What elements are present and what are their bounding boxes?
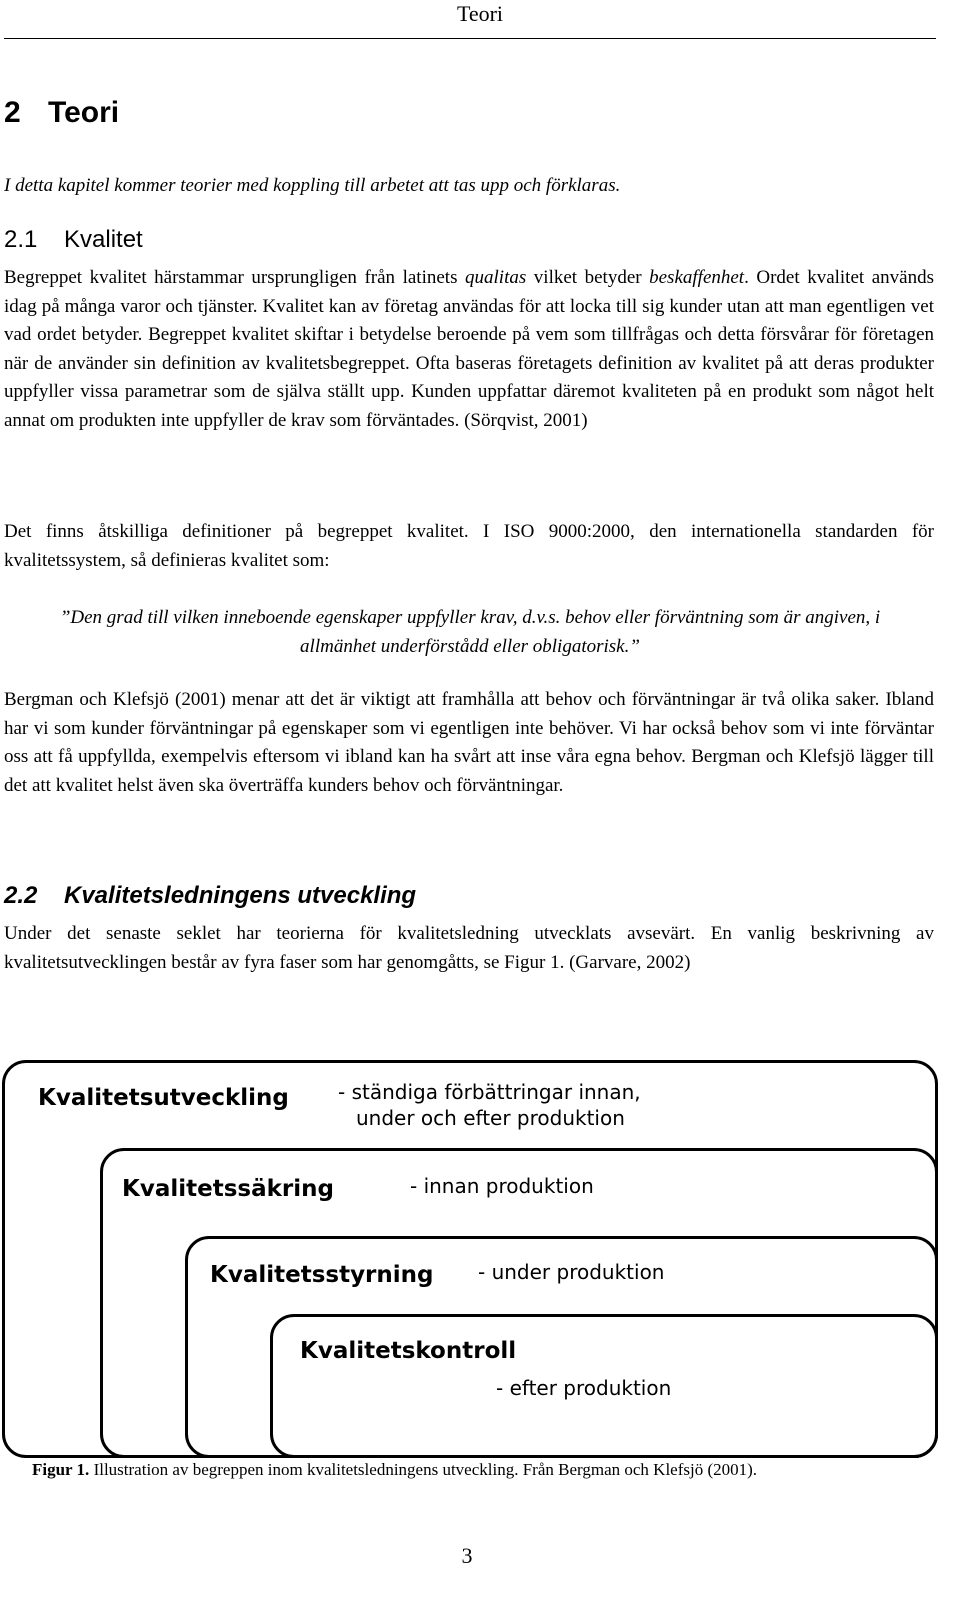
section-2-1-paragraph-3: Bergman och Klefsjö (2001) menar att det är viktigt att framhålla att behov och förväntningar är två olika saker. Ibland har vi som kunder förväntningar på egenskaper som vi egentligen inte behöver. Vi har också behov som vi inte förväntar oss att få uppfyllda, exempelvis eftersom vi ibland kan ha svårt att inse våra egna behov. Bergman och Klefsjö lägger till det att kvalitet helst även ska överträffa kunders behov och förväntningar. [4,689,934,796]
section-2-2-number: 2.2 [4,882,38,909]
caption-label: Figur 1. [32,1460,90,1479]
caption-text: Illustration av begreppen inom kvalitetsledningens utveckling. Från Bergman och Klefsjö (2001). [89,1460,758,1479]
paragraph-text: . Ordet kvalitet används idag på många varor och tjänster. Kvalitet kan av företag användas för att locka till sig kunder utan att man egentligen vet vad ordet betyder. Begreppet kvalitet skiftar i betydelse beroende på vem som tillfrågas och detta försvårar för företagen när de använder sin definition av kvalitetsbegreppet. Ofta baseras företagets definition av kvalitet på att deras produkter uppfyller vissa parametrar som de själva ställt upp. Kunden uppfattar däremot kvaliteten på en produkt som något helt annat om produkten inte uppfyller de krav som förväntades. (Sörqvist, 2001) [4,267,934,431]
section-2-2-paragraph-1: Under det senaste seklet har teorierna för kvalitetsledning utvecklats avsevärt. En vanlig beskrivning av kvalitetsutvecklingen består av fyra faser som har genomgåtts, se Figur 1. (Garvare, 2002) [4,923,934,973]
iso-definition-quote: ”Den grad till vilken inneboende egenskaper uppfyller krav, d.v.s. behov eller förväntning som är angiven, i allmänhet underförstådd eller obligatorisk.” [59,607,881,657]
running-header: Teori [456,1,504,26]
phase-description: - under produktion [478,1260,665,1284]
section-2-1-paragraph-1 [4,264,934,436]
chapter-heading [4,93,119,133]
chapter-title: Teori [48,96,120,129]
section-2-2-title: Kvalitetsledningens utveckling [64,882,417,909]
phase-description: - ständiga förbättringar innan, [338,1080,641,1104]
paragraph-text: Begreppet kvalitet härstammar ursprungligen från latinets [4,267,466,288]
phase-description: - innan produktion [410,1174,594,1198]
section-2-2-heading [4,880,416,912]
chapter-intro: I detta kapitel kommer teorier med koppling till arbetet att tas upp och förklaras. [4,175,621,196]
italic-term-beskaffenhet: beskaffenhet [649,267,745,288]
phase-description-line-2: under och efter produktion [356,1106,625,1130]
italic-term-qualitas: qualitas [465,267,527,288]
figure-quality-phases [0,1050,942,1460]
paragraph-text: vilket betyder [526,267,650,288]
phase-description: - efter produktion [496,1376,672,1400]
phase-title: Kvalitetskontroll [300,1338,517,1364]
figure-caption [32,1458,932,1482]
section-2-1-number: 2.1 [4,226,38,253]
page-number: 3 [461,1543,473,1568]
section-2-1-paragraph-2: Det finns åtskilliga definitioner på begreppet kvalitet. I ISO 9000:2000, den internationella standarden för kvalitetssystem, så definieras kvalitet som: [4,521,934,571]
phase-title: Kvalitetsstyrning [210,1262,434,1288]
phase-title: Kvalitetssäkring [122,1176,334,1202]
section-2-1-title: Kvalitet [64,226,143,253]
chapter-number: 2 [4,96,21,129]
phase-title: Kvalitetsutveckling [38,1085,289,1111]
section-2-1-heading [4,224,143,256]
header-rule [4,38,936,39]
